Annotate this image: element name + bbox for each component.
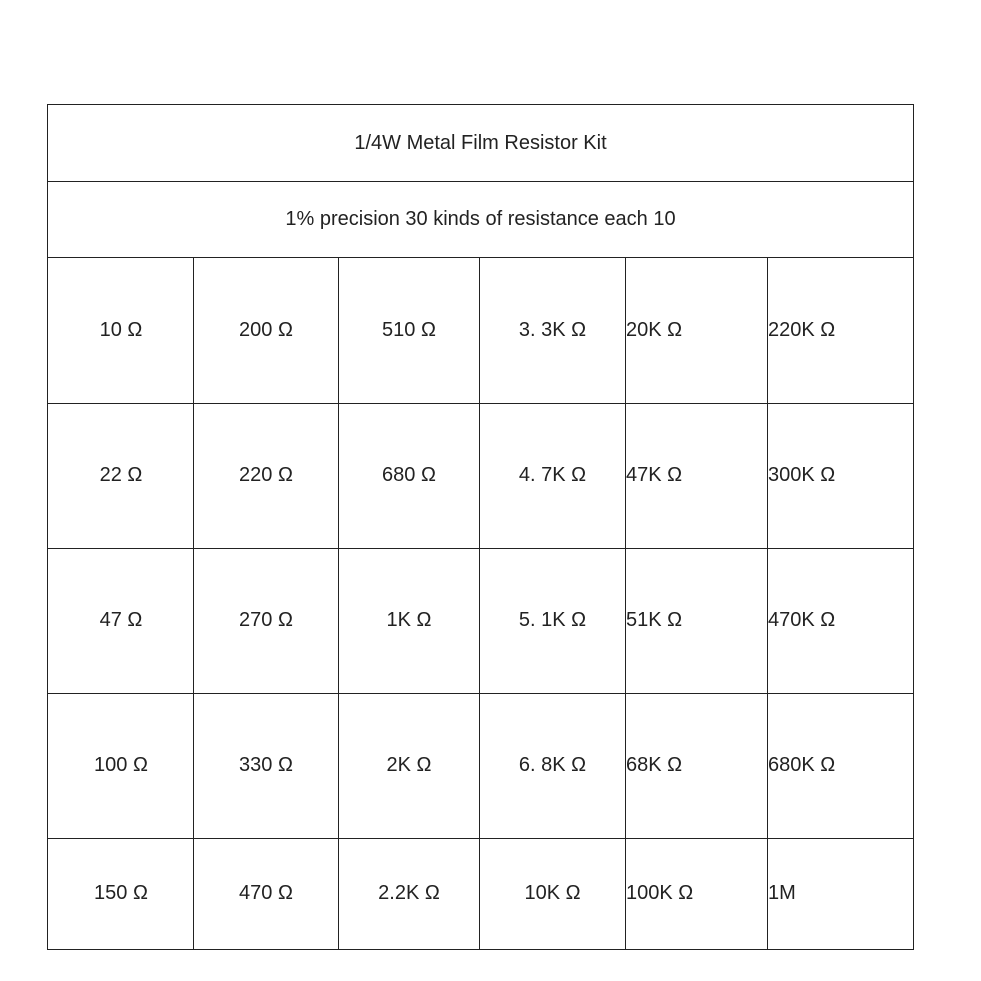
resistance-cell: 2.2K Ω <box>378 882 440 904</box>
resistance-cell: 10 Ω <box>99 319 143 341</box>
resistance-cell: 200 Ω <box>239 319 293 341</box>
resistance-cell: 51K Ω <box>626 609 683 631</box>
resistance-cell: 680 Ω <box>382 464 436 486</box>
resistance-cell: 510 Ω <box>382 319 436 341</box>
resistance-cell: 47 Ω <box>99 609 143 631</box>
resistance-cell: 270 Ω <box>239 609 293 631</box>
resistance-cell: 150 Ω <box>94 882 148 904</box>
resistance-cell: 47K Ω <box>626 464 683 486</box>
resistance-cell: 470K Ω <box>768 609 836 631</box>
resistance-cell: 22 Ω <box>99 464 143 486</box>
resistor-kit-table <box>47 104 914 950</box>
resistance-cell: 68K Ω <box>626 754 683 776</box>
resistance-cell: 6. 8K Ω <box>518 754 587 776</box>
resistance-cell: 4. 7K Ω <box>518 464 587 486</box>
resistance-cell: 470 Ω <box>239 882 293 904</box>
resistance-cell: 5. 1K Ω <box>518 609 587 631</box>
resistance-cell: 330 Ω <box>239 754 293 776</box>
resistance-cell: 1M <box>768 882 796 904</box>
resistance-cell: 220K Ω <box>768 319 836 341</box>
resistance-cell: 2K Ω <box>386 754 432 776</box>
resistance-cell: 1K Ω <box>386 609 432 631</box>
resistance-cell: 300K Ω <box>768 464 836 486</box>
resistance-cell: 680K Ω <box>768 754 836 776</box>
resistance-cell: 3. 3K Ω <box>518 319 587 341</box>
table-subtitle: 1% precision 30 kinds of resistance each 10 <box>47 181 914 257</box>
resistance-cell: 10K Ω <box>524 882 581 904</box>
resistance-cell: 100 Ω <box>94 754 148 776</box>
resistance-cell: 20K Ω <box>626 319 683 341</box>
resistance-cell: 220 Ω <box>239 464 293 486</box>
resistance-cell: 100K Ω <box>626 882 694 904</box>
table-title: 1/4W Metal Film Resistor Kit <box>47 104 914 181</box>
resistance-grid <box>47 257 914 950</box>
